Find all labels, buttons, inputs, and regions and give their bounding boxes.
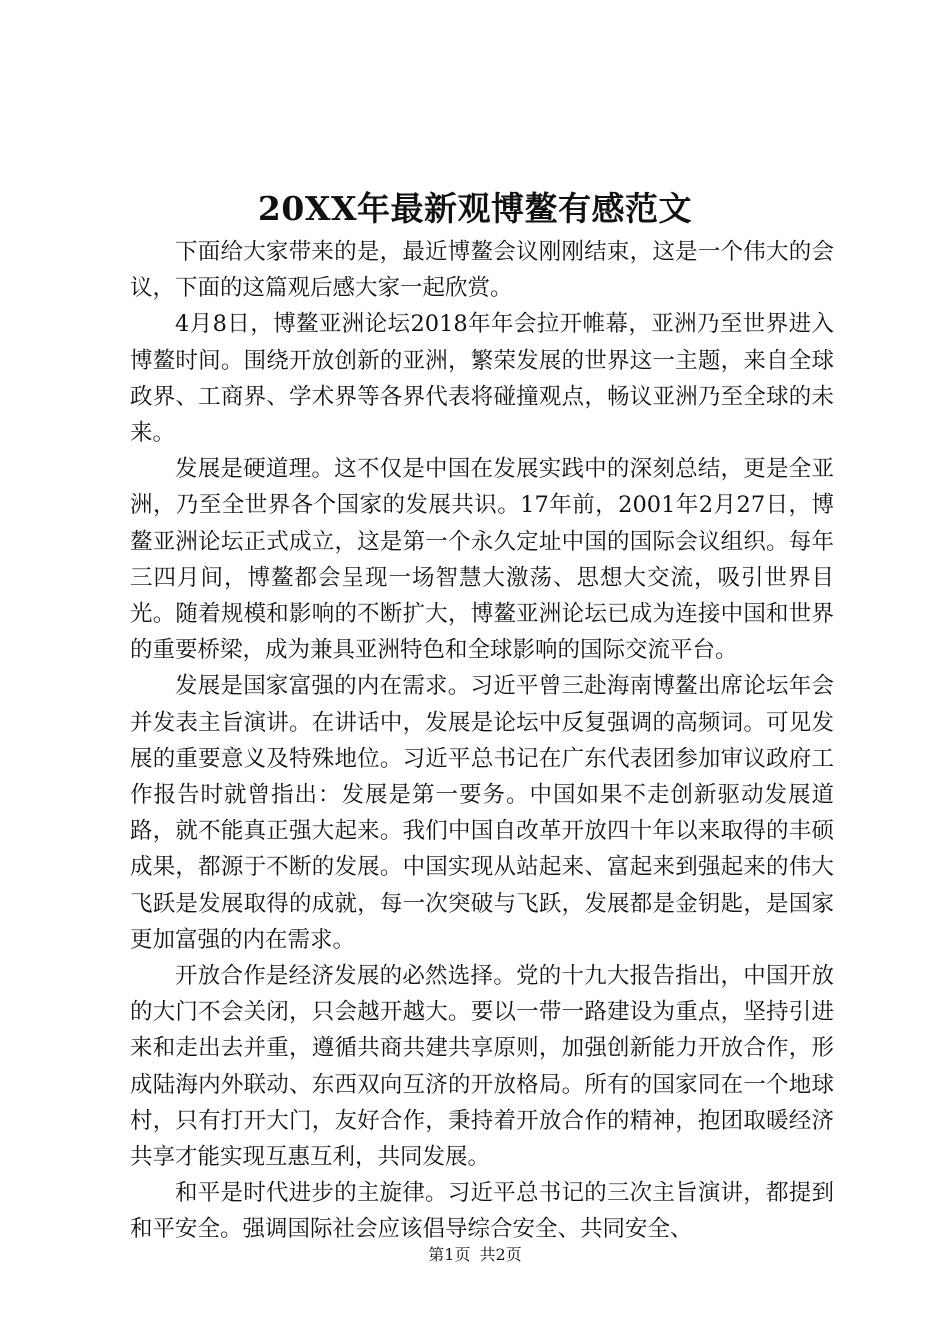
paragraph-forum-opening: 4月8日，博鳌亚洲论坛2018年年会拉开帷幕，亚洲乃至世界进入博鳌时间。围绕开放创新的亚洲，繁荣发展的世界这一主题，来自全球政界、工商界、学术界等各界代表将碰撞观点，畅议亚洲乃至全球的未来。 — [130, 311, 834, 447]
paragraph-peace: 和平是时代进步的主旋律。习近平总书记的三次主旨演讲，都提到和平安全。强调国际社会应该倡导综合安全、共同安全、 — [130, 1180, 834, 1243]
document-body — [130, 234, 834, 1248]
paragraph-national-prosperity: 发展是国家富强的内在需求。习近平曾三赴海南博鳌出席论坛年会并发表主旨演讲。在讲话中，发展是论坛中反复强调的高频词。可见发展的重要意义及特殊地位。习近平总书记在广东代表团参加审议政府工作报告时就曾指出：发展是第一要务。中国如果不走创新驱动发展道路，就不能真正强大起来。我们中国自改革开放四十年以来取得的丰硕成果，都源于不断的发展。中国实现从站起来、富起来到强起来的伟大飞跃是发展取得的成就，每一次突破与飞跃，发展都是金钥匙，是国家更加富强的内在需求。 — [130, 673, 834, 953]
paragraph-intro: 下面给大家带来的是，最近博鳌会议刚刚结束，这是一个伟大的会议，下面的这篇观后感大家一起欣赏。 — [130, 239, 834, 302]
document-title: 20XX年最新观博鳌有感范文 — [257, 189, 693, 228]
page-number-footer: 第1页 共2页 — [428, 1245, 522, 1264]
paragraph-development-principle: 发展是硬道理。这不仅是中国在发展实践中的深刻总结，更是全亚洲，乃至全世界各个国家的发展共识。17年前，2001年2月27日，博鳌亚洲论坛正式成立，这是第一个永久定址中国的国际会议组织。每年三四月间，博鳌都会呈现一场智慧大激荡、思想大交流，吸引世界目光。随着规模和影响的不断扩大，博鳌亚洲论坛已成为连接中国和世界的重要桥梁，成为兼具亚洲特色和全球影响的国际交流平台。 — [130, 456, 834, 664]
paragraph-open-cooperation: 开放合作是经济发展的必然选择。党的十九大报告指出，中国开放的大门不会关闭，只会越开越大。要以一带一路建设为重点，坚持引进来和走出去并重，遵循共商共建共享原则，加强创新能力开放合作，形成陆海内外联动、东西双向互济的开放格局。所有的国家同在一个地球村，只有打开大门，友好合作，秉持着开放合作的精神，抱团取暖经济共享才能实现互惠互利，共同发展。 — [130, 963, 834, 1171]
